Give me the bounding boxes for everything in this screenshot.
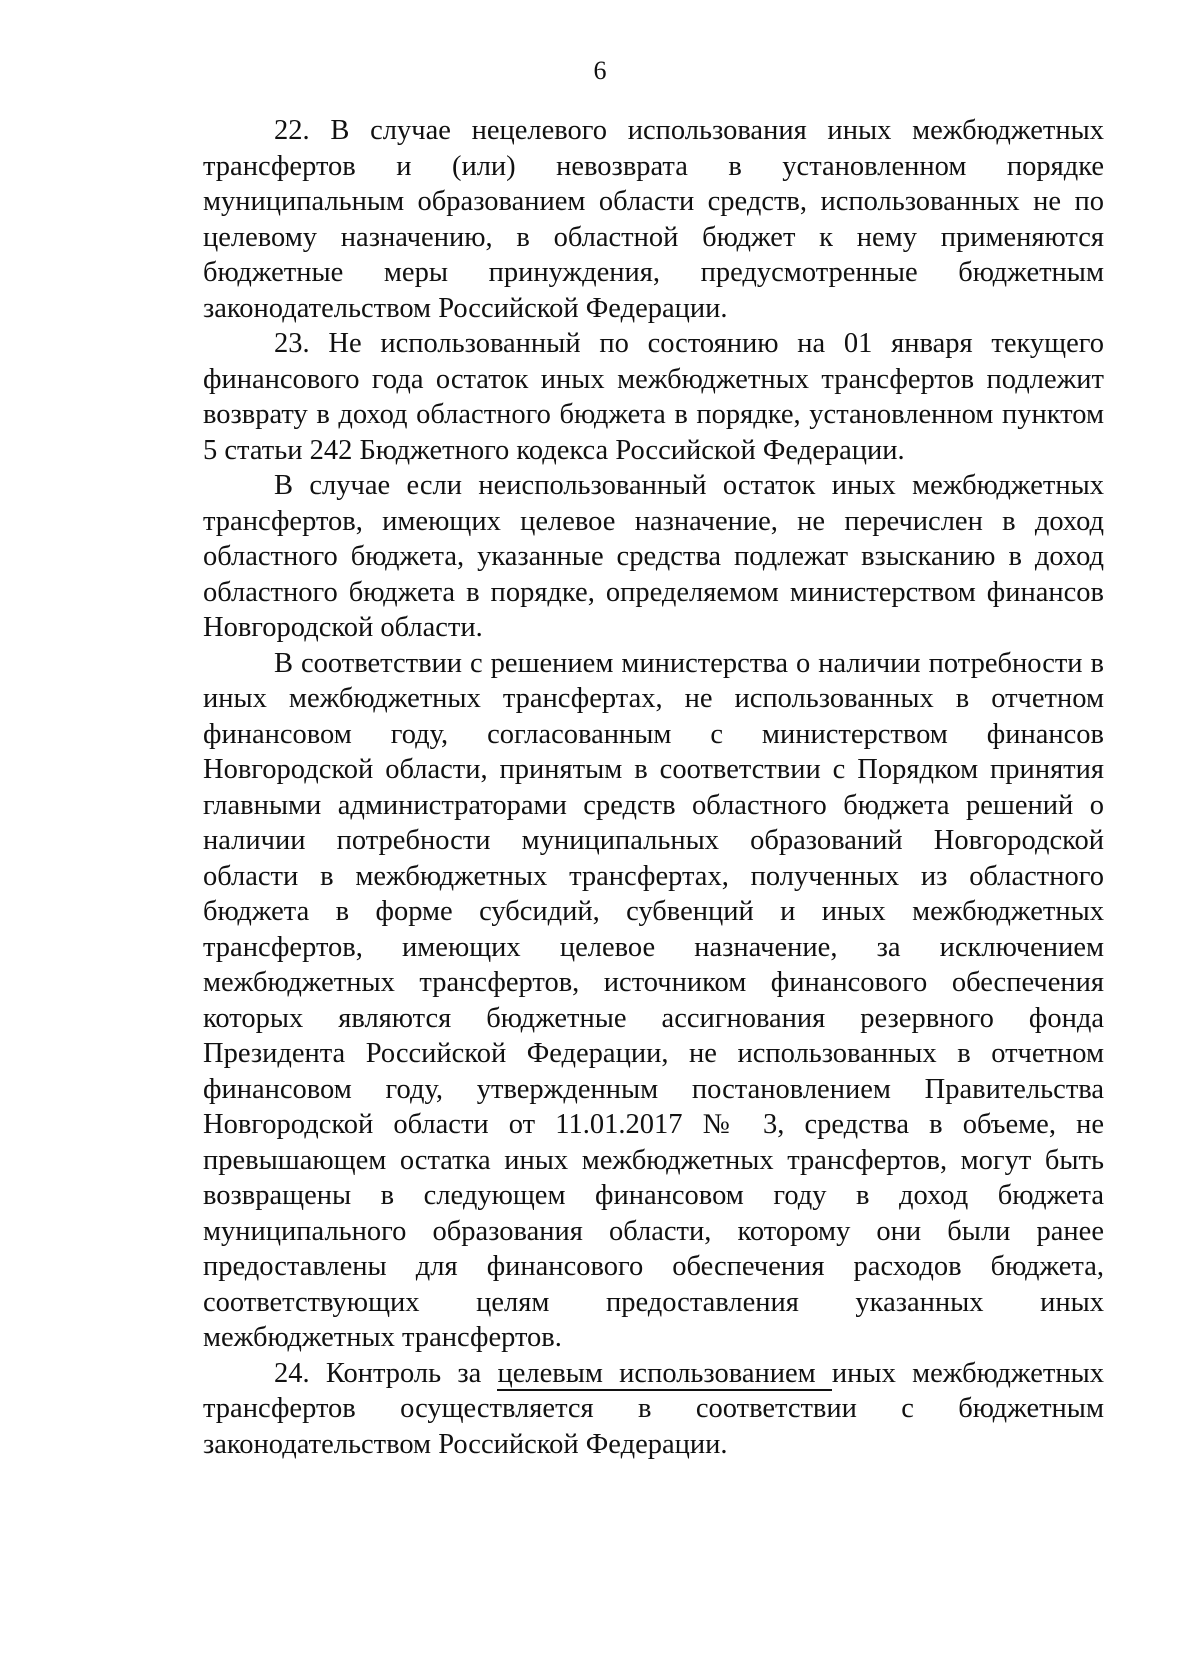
paragraph-clause-22: 22. В случае нецелевого использования иных межбюджетных трансфертов и (или) невозврата в установленном порядке муниципальным образованием области средств, использованных не по целевому назначению, в областной бюджет к нему применяются бюджетные меры принуждения, предусмотренные бюджетным законодательством Российской Федерации. [203,115,1104,324]
document-body [203,113,1104,1462]
paragraph-ministry-decision: В соответствии с решением министерства о наличии потребности в иных межбюджетных трансфертах, не использованных в отчетном финансовом году, согласованным с министерством финансов Новгородской области, принятым в соответствии с Порядком принятия главными администраторами средств областного бюджета решений о наличии потребности муниципальных образований Новгородской области в межбюджетных трансфертах, полученных из областного бюджета в форме субсидий, субвенций и иных межбюджетных трансфертов, имеющих целевое назначение, за исключением межбюджетных трансфертов, источником финансового обеспечения которых являются бюджетные ассигнования резервного фонда Президента Российской Федерации, не использованных в отчетном финансовом году, утвержденным постановлением Правительства Новгородской области от 11.01.2017 № 3, средства в объеме, не превышающем остатка иных межбюджетных трансфертов, могут быть возвращены в следующем финансовом году в доход бюджета муниципального образования области, которому они были ранее предоставлены для финансового обеспечения расходов бюджета, соответствующих целям предоставления указанных иных межбюджетных трансфертов. [203,647,1104,1353]
page-number: 6 [593,56,607,85]
paragraph-unused-balance-recovery: В случае если неиспользованный остаток иных межбюджетных трансфертов, имеющих целевое назначение, не перечислен в доход областного бюджета, указанные средства подлежат взысканию в доход областного бюджета в порядке, определяемом министерством финансов Новгородской области. [203,470,1104,643]
closing-divider-line [497,1389,832,1391]
paragraph-clause-24: 24. Контроль за целевым использованием иных межбюджетных трансфертов осуществляется в соответствии с бюджетным законодательством Российской Федерации. [203,1357,1104,1460]
paragraph-clause-23: 23. Не использованный по состоянию на 01 января текущего финансового года остаток иных межбюджетных трансфертов подлежит возврату в доход областного бюджета в порядке, установленном пунктом 5 статьи 242 Бюджетного кодекса Российской Федерации. [203,328,1104,466]
